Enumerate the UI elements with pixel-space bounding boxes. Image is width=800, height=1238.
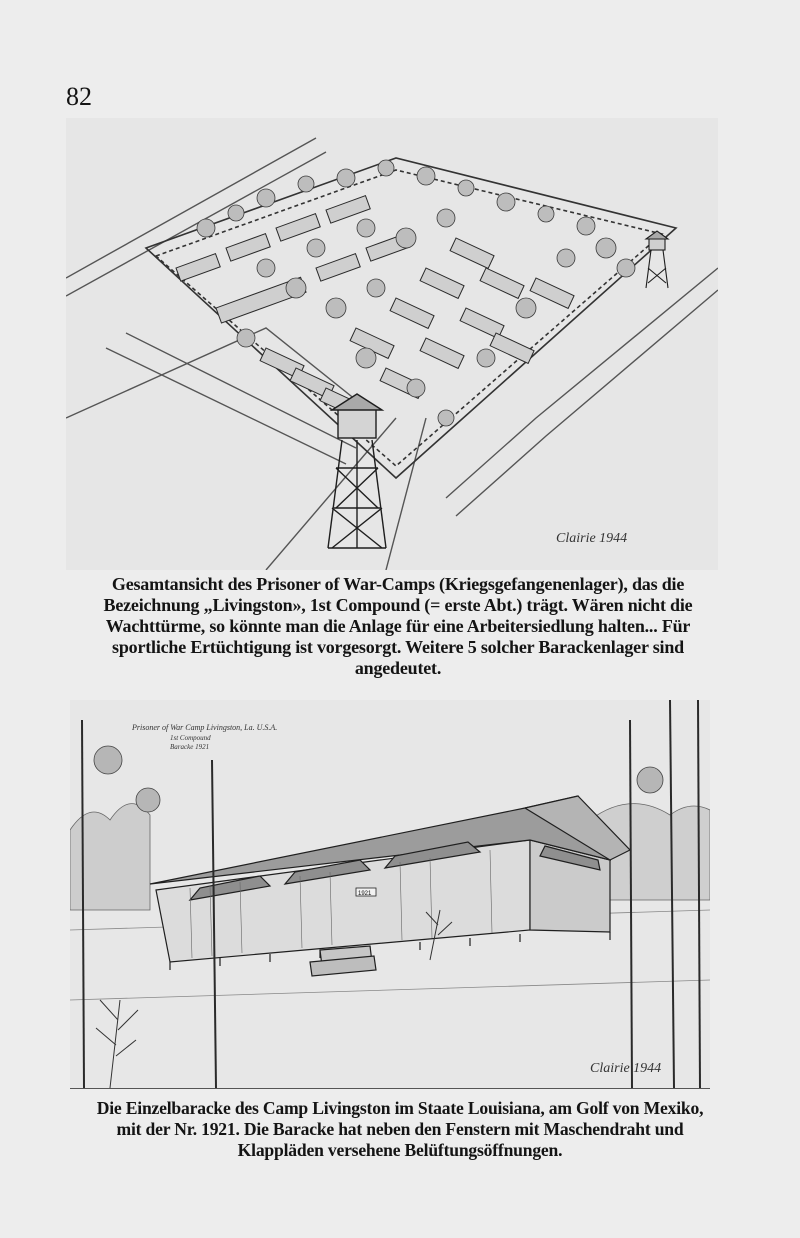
title-block-line-2: 1st Compound — [170, 734, 211, 742]
overview-signature: Clairie 1944 — [556, 531, 628, 546]
barrack-sketch — [70, 700, 710, 1088]
barrack-caption: Die Einzelbaracke des Camp Livingston im Staate Louisiana, am Golf von Mexiko, mit der Nr. 1921. Die Baracke hat neben den Fenstern mit Maschendraht und Klappläden versehene Belüftungsöffnungen. — [96, 1098, 704, 1160]
camp-overview-caption: Gesamtansicht des Prisoner of War-Camps (Kriegsgefangenenlager), das die Bezeichnung „Livingston», 1st Compound (= erste Abt.) trägt. Wären nicht die Wachttürme, so könnte man die Anlage für eine Arbeitersiedlung halten... Für sportliche Ertüchtigung ist vorgesorgt. Weitere 5 solcher Barackenlager sind angedeutet. — [103, 574, 693, 678]
barrack-signature: Clairie 1944 — [590, 1061, 662, 1076]
camp-overview-sketch — [66, 118, 718, 570]
barrack-number-plate: 1921 — [358, 891, 372, 897]
barrack-illustration — [70, 700, 710, 1089]
page-number: 82 — [66, 82, 92, 111]
title-block-line-1: Prisoner of War Camp Livingston, La. U.S.A. — [132, 723, 278, 732]
camp-overview-illustration — [66, 118, 718, 570]
title-block-line-3: Baracke 1921 — [170, 743, 210, 751]
